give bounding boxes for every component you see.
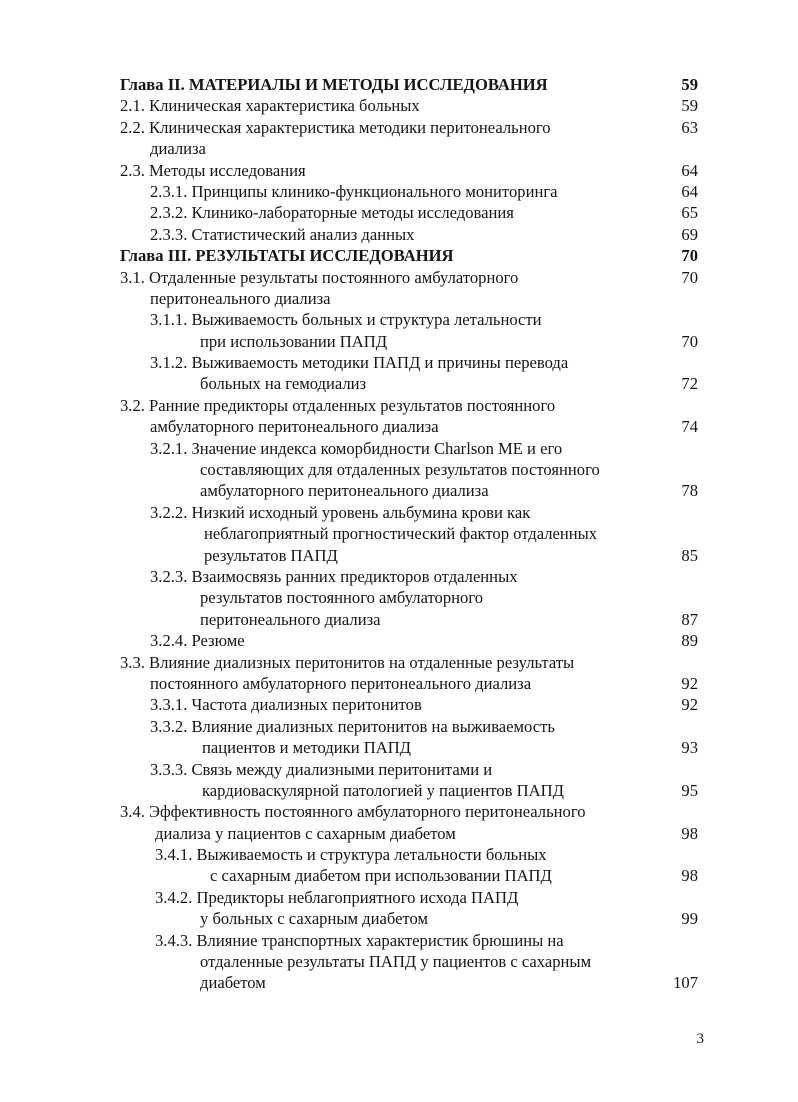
toc-entry <box>0 908 798 929</box>
toc-entry <box>0 609 798 630</box>
toc-entry-page: 64 <box>681 181 698 201</box>
toc-entry-title: у больных с сахарным диабетом <box>200 909 428 929</box>
toc-entry-page: 69 <box>681 224 698 244</box>
toc-entry-page: 95 <box>681 780 698 800</box>
toc-entry-title: диабетом <box>200 973 266 993</box>
toc-entry <box>0 523 798 544</box>
toc-entry-page: 72 <box>681 374 698 394</box>
toc-entry-title: перитонеального диализа <box>150 288 331 308</box>
toc-entry-title: 3.2.2. Низкий исходный уровень альбумина крови как <box>150 502 531 522</box>
toc-entry-page: 87 <box>681 609 698 629</box>
toc-entry-title: при использовании ПАПД <box>200 331 388 351</box>
toc-entry-title: 3.3. Влияние диализных перитонитов на отдаленные результаты <box>120 652 575 672</box>
toc-entry-title: 2.3. Методы исследования <box>120 160 306 180</box>
toc-entry <box>0 160 798 181</box>
toc-entry <box>0 480 798 501</box>
toc-entry <box>0 438 798 459</box>
toc-entry <box>0 865 798 886</box>
toc-entry-title: отдаленные результаты ПАПД у пациентов с сахарным <box>200 952 592 972</box>
toc-entry-title: 3.1. Отдаленные результаты постоянного амбулаторного <box>120 267 519 287</box>
toc-entry <box>0 759 798 780</box>
toc-entry-page: 63 <box>681 117 698 137</box>
toc-entry-page: 98 <box>681 823 698 843</box>
toc-entry-page: 107 <box>673 973 698 993</box>
toc-entry <box>0 202 798 223</box>
toc-entry <box>0 416 798 437</box>
toc-entry-title: перитонеального диализа <box>200 609 381 629</box>
toc-entry-title: 3.4. Эффективность постоянного амбулаторного перитонеального <box>120 802 586 822</box>
toc-entry <box>0 951 798 972</box>
toc-entry <box>0 373 798 394</box>
toc-entry-title: кардиоваскулярной патологией у пациентов ПАПД <box>202 780 564 800</box>
toc-entry-title: диализа у пациентов с сахарным диабетом <box>155 823 456 843</box>
toc-entry <box>0 694 798 715</box>
toc-entry-title: 2.3.2. Клинико-лабораторные методы исследования <box>150 203 514 223</box>
toc-entry <box>0 459 798 480</box>
toc-entry-title: неблагоприятный прогностический фактор отдаленных <box>204 524 598 544</box>
toc-entry-page: 70 <box>681 246 698 266</box>
toc-entry <box>0 652 798 673</box>
toc-entry-title: больных на гемодиализ <box>200 374 367 394</box>
toc-entry-title: 3.2.3. Взаимосвязь ранних предикторов отдаленных <box>150 566 518 586</box>
toc-entry <box>0 395 798 416</box>
toc-entry-title: с сахарным диабетом при использовании ПАПД <box>210 866 552 886</box>
toc-entry <box>0 630 798 651</box>
toc-entry <box>0 331 798 352</box>
toc-entry-page: 99 <box>681 909 698 929</box>
toc-entry-page: 78 <box>681 481 698 501</box>
toc-entry-title: амбулаторного перитонеального диализа <box>150 417 439 437</box>
toc-entry-page: 85 <box>681 545 698 565</box>
toc-entry <box>0 288 798 309</box>
toc-entry-title: амбулаторного перитонеального диализа <box>200 481 489 501</box>
toc-entry-title: 3.2.1. Значение индекса коморбидности Charlson ME и его <box>150 438 563 458</box>
toc-entry <box>0 138 798 159</box>
table-of-contents <box>0 74 798 994</box>
toc-entry-title: 3.1.1. Выживаемость больных и структура летальности <box>150 310 542 330</box>
toc-entry-page: 98 <box>681 866 698 886</box>
toc-entry <box>0 245 798 266</box>
toc-entry <box>0 117 798 138</box>
toc-entry <box>0 545 798 566</box>
toc-entry <box>0 844 798 865</box>
toc-entry <box>0 352 798 373</box>
toc-entry-title: 3.3.2. Влияние диализных перитонитов на выживаемость <box>150 716 555 736</box>
toc-entry-title: постоянного амбулаторного перитонеального диализа <box>150 673 532 693</box>
toc-entry <box>0 716 798 737</box>
toc-entry-title: 3.2.4. Резюме <box>150 631 245 651</box>
toc-entry-page: 93 <box>681 738 698 758</box>
toc-entry-page: 70 <box>681 267 698 287</box>
page-number: 3 <box>696 1031 704 1047</box>
toc-entry-page: 92 <box>681 673 698 693</box>
toc-entry-title: 3.3.1. Частота диализных перитонитов <box>150 695 422 715</box>
toc-entry-title: 3.4.3. Влияние транспортных характеристик брюшины на <box>155 930 564 950</box>
toc-entry-page: 70 <box>681 331 698 351</box>
toc-entry-page: 59 <box>681 96 698 116</box>
toc-entry-title: 3.4.2. Предикторы неблагоприятного исхода ПАПД <box>155 887 519 907</box>
toc-entry-title: диализа <box>150 139 206 159</box>
toc-entry-title: 3.4.1. Выживаемость и структура летальности больных <box>155 845 547 865</box>
toc-entry-page: 65 <box>681 203 698 223</box>
toc-entry-page: 89 <box>681 631 698 651</box>
toc-entry-title: Глава II. МАТЕРИАЛЫ И МЕТОДЫ ИССЛЕДОВАНИЯ <box>120 75 548 94</box>
toc-entry <box>0 309 798 330</box>
toc-entry <box>0 566 798 587</box>
toc-entry-title: составляющих для отдаленных результатов постоянного <box>200 460 600 480</box>
toc-entry <box>0 972 798 993</box>
toc-entry <box>0 502 798 523</box>
toc-entry-title: 3.2. Ранние предикторы отдаленных результатов постоянного <box>120 395 556 415</box>
toc-entry-title: 2.2. Клиническая характеристика методики перитонеального <box>120 117 551 137</box>
toc-entry-title: Глава III. РЕЗУЛЬТАТЫ ИССЛЕДОВАНИЯ <box>120 246 454 266</box>
toc-entry <box>0 587 798 608</box>
toc-entry <box>0 737 798 758</box>
toc-entry <box>0 673 798 694</box>
toc-entry <box>0 224 798 245</box>
toc-entry-title: результатов ПАПД <box>204 545 338 565</box>
toc-entry <box>0 74 798 95</box>
toc-entry-title: 2.3.3. Статистический анализ данных <box>150 224 415 244</box>
toc-entry-title: 2.3.1. Принципы клинико-функционального мониторинга <box>150 181 558 201</box>
toc-entry-title: пациентов и методики ПАПД <box>202 738 411 758</box>
toc-entry <box>0 930 798 951</box>
toc-entry <box>0 181 798 202</box>
toc-entry <box>0 823 798 844</box>
toc-entry-title: результатов постоянного амбулаторного <box>200 588 484 608</box>
toc-entry <box>0 95 798 116</box>
toc-entry-page: 92 <box>681 695 698 715</box>
toc-entry-title: 3.3.3. Связь между диализными перитонитами и <box>150 759 493 779</box>
toc-entry-page: 74 <box>681 417 698 437</box>
toc-entry <box>0 801 798 822</box>
toc-entry <box>0 780 798 801</box>
toc-entry <box>0 887 798 908</box>
toc-entry-title: 3.1.2. Выживаемость методики ПАПД и причины перевода <box>150 353 569 373</box>
toc-entry-page: 59 <box>681 75 698 94</box>
toc-entry-title: 2.1. Клиническая характеристика больных <box>120 96 420 116</box>
toc-entry <box>0 267 798 288</box>
toc-entry-page: 64 <box>681 160 698 180</box>
